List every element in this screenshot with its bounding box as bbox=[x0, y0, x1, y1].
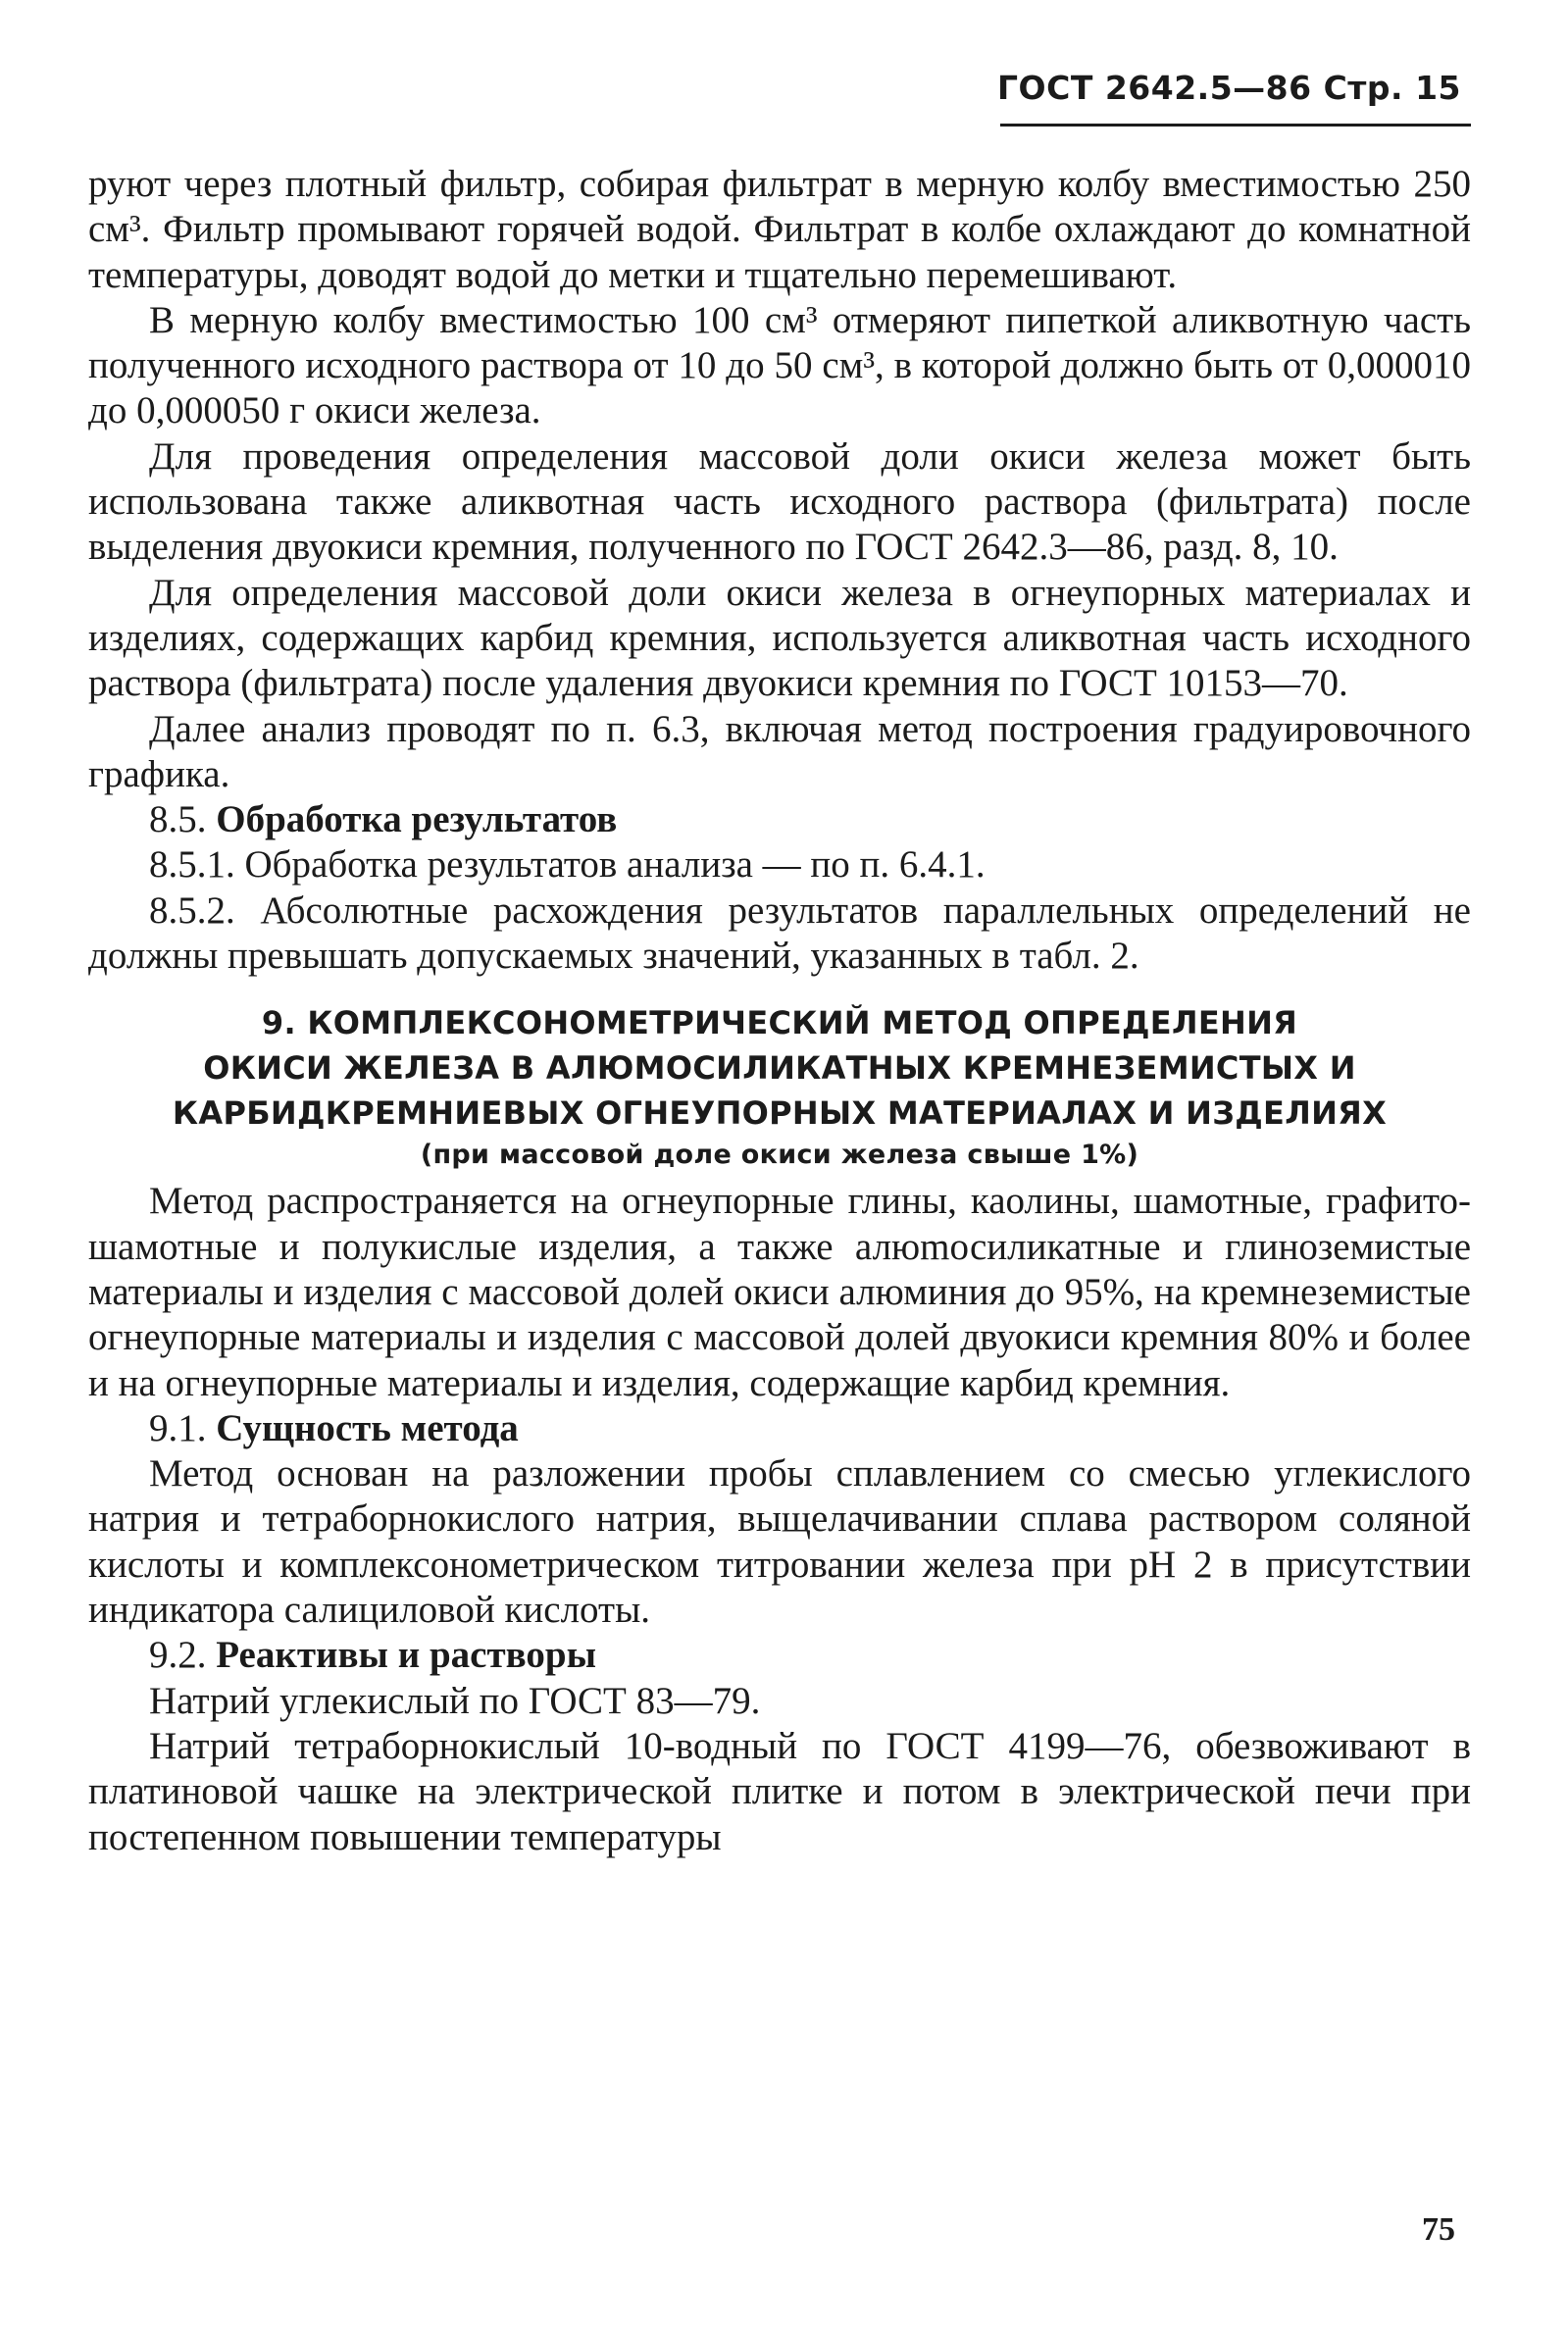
reagent-sodium-carbonate: Натрий углекислый по ГОСТ 83—79. bbox=[149, 1679, 761, 1722]
running-head: ГОСТ 2642.5—86 Стр. 15 bbox=[997, 69, 1461, 107]
header-rule bbox=[1000, 124, 1471, 127]
body-text bbox=[88, 162, 1471, 1860]
section-9-intro: Метод распространяется на огнеупорные глины, каолины, шамотные, графито-шамотные и полукислые изделия, а также алюmосиликатные и глиноземистые материалы и изделия с массовой долей окиси алюминия до 95%, на кремнеземистые огнеупорные материалы и изделия с массовой долей двуокиси кремния 80% и более и на огнеупорные материалы и изделия, содержащие карбид кремния. bbox=[88, 1180, 1471, 1404]
subsection-9-2-heading bbox=[88, 1633, 1471, 1678]
item-8-5-1: 8.5.1. Обработка результатов анализа — по п. 6.4.1. bbox=[149, 843, 986, 887]
section-9-subtitle: (при массовой доле окиси железа свыше 1%) bbox=[420, 1140, 1139, 1171]
subsection-8-5-title: Обработка результатов bbox=[216, 798, 618, 841]
paragraph-further-analysis: Далее анализ проводят по п. 6.3, включая метод построения градуировочного графика. bbox=[88, 707, 1471, 795]
subsection-9-2-number: 9.2. bbox=[149, 1634, 207, 1677]
section-9-title bbox=[88, 1000, 1471, 1175]
reagent-sodium-tetraborate: Натрий тетраборнокислый 10-водный по ГОСТ 4199—76, обезвоживают в платиновой чашке на электрической плитке и потом в электрической печи при постепенном повышении температуры bbox=[88, 1724, 1471, 1858]
subsection-9-1-heading bbox=[88, 1406, 1471, 1451]
paragraph-aliquot: В мерную колбу вместимостью 100 см³ отмеряют пипеткой аликвотную часть полученного исходного раствора от 10 до 50 см³, в которой должно быть от 0,000010 до 0,000050 г окиси железа. bbox=[88, 298, 1471, 432]
subsection-9-1-text: Метод основан на разложении пробы сплавлением со смесью углекислого натрия и тетраборнокислого натрия, выщелачивании сплава раствором соляной кислоты и комплексонометрическом титровании железа при pH 2 в присутствии индикатора салициловой кислоты. bbox=[88, 1452, 1471, 1632]
document-page bbox=[88, 0, 1471, 2333]
section-9-title-line3: КАРБИДКРЕМНИЕВЫХ ОГНЕУПОРНЫХ МАТЕРИАЛАХ И ИЗДЕЛИЯХ bbox=[172, 1094, 1388, 1133]
paragraph-filtrate: Для проведения определения массовой доли окиси железа может быть использована также аликвотная часть исходного раствора (фильтрата) после выделения двуокиси кремния, полученного по ГОСТ 2642.3—86, разд. 8, 10. bbox=[88, 434, 1471, 569]
subsection-8-5-number: 8.5. bbox=[149, 798, 207, 841]
subsection-8-5-heading bbox=[88, 797, 1471, 842]
subsection-9-1-title: Сущность метода bbox=[216, 1406, 519, 1449]
subsection-9-1-number: 9.1. bbox=[149, 1406, 207, 1449]
page-number: 75 bbox=[1422, 2211, 1455, 2248]
subsection-9-2-title: Реактивы и растворы bbox=[216, 1634, 597, 1677]
section-9-title-line1: 9. КОМПЛЕКСОНОМЕТРИЧЕСКИЙ МЕТОД ОПРЕДЕЛЕНИЯ bbox=[261, 1004, 1298, 1042]
paragraph-continued: руют через плотный фильтр, собирая фильтрат в мерную колбу вместимостью 250 см³. Фильтр промывают горячей водой. Фильтрат в колбе охлаждают до комнатной температуры, доводят водой до метки и тщательно перемешивают. bbox=[88, 163, 1471, 296]
item-8-5-2: 8.5.2. Абсолютные расхождения результатов параллельных определений не должны превышать допускаемых значений, указанных в табл. 2. bbox=[88, 888, 1471, 978]
section-9-title-line2: ОКИСИ ЖЕЛЕЗА В АЛЮМОСИЛИКАТНЫХ КРЕМНЕЗЕМИСТЫХ И bbox=[203, 1049, 1356, 1088]
paragraph-silicon-carbide: Для определения массовой доли окиси железа в огнеупорных материалах и изделиях, содержащих карбид кремния, используется аликвотная часть исходного раствора (фильтрата) после удаления двуокиси кремния по ГОСТ 10153—70. bbox=[88, 571, 1471, 705]
